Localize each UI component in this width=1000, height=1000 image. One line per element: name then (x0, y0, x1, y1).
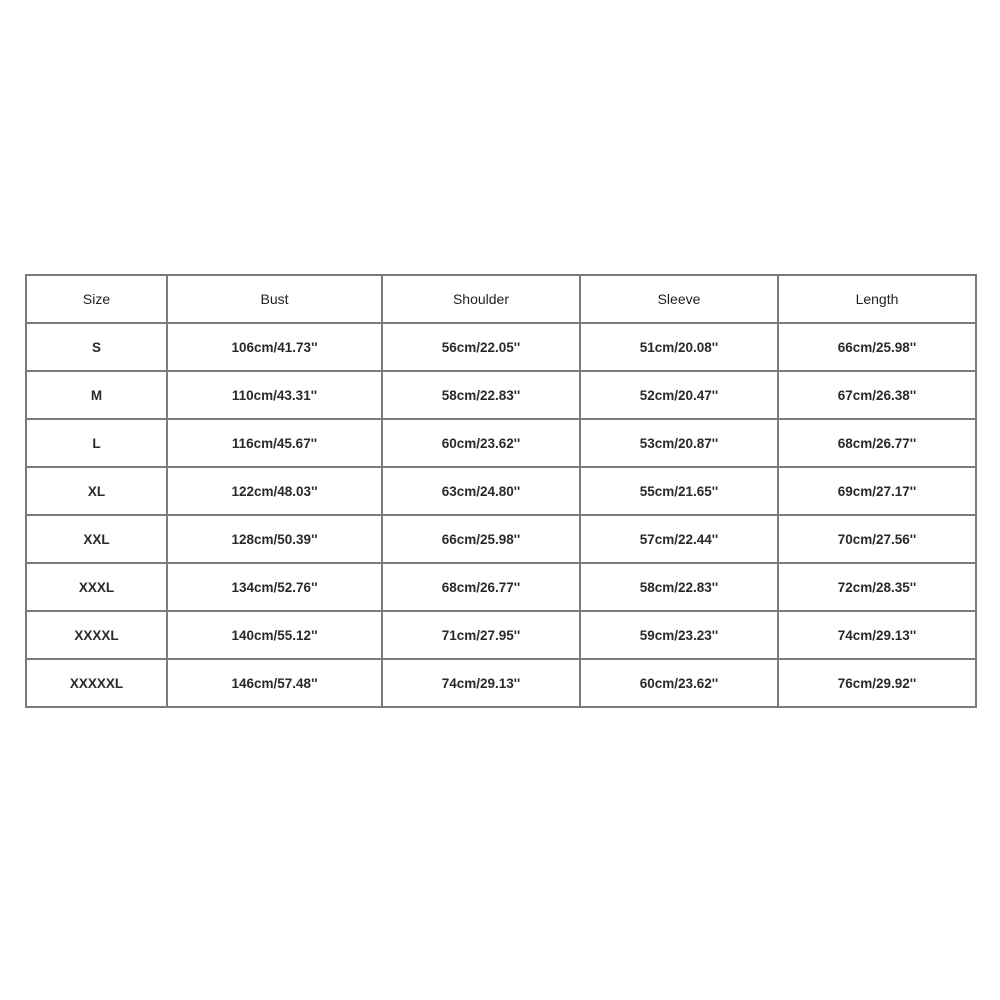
size-chart-table (25, 274, 977, 708)
table-row (26, 467, 976, 515)
bust-cell: 134cm/52.76'' (167, 563, 382, 611)
table-row (26, 515, 976, 563)
table-row (26, 659, 976, 707)
sleeve-cell: 57cm/22.44'' (580, 515, 778, 563)
length-cell: 76cm/29.92'' (778, 659, 976, 707)
bust-cell: 116cm/45.67'' (167, 419, 382, 467)
table-row (26, 371, 976, 419)
length-cell: 69cm/27.17'' (778, 467, 976, 515)
length-cell: 66cm/25.98'' (778, 323, 976, 371)
shoulder-cell: 66cm/25.98'' (382, 515, 580, 563)
size-cell: XXXXXL (26, 659, 167, 707)
bust-cell: 106cm/41.73'' (167, 323, 382, 371)
sleeve-cell: 52cm/20.47'' (580, 371, 778, 419)
table-row (26, 563, 976, 611)
column-header-bust: Bust (167, 275, 382, 323)
column-header-sleeve: Sleeve (580, 275, 778, 323)
length-cell: 68cm/26.77'' (778, 419, 976, 467)
sleeve-cell: 60cm/23.62'' (580, 659, 778, 707)
table-row (26, 419, 976, 467)
size-cell: XXXXL (26, 611, 167, 659)
shoulder-cell: 58cm/22.83'' (382, 371, 580, 419)
length-cell: 74cm/29.13'' (778, 611, 976, 659)
bust-cell: 128cm/50.39'' (167, 515, 382, 563)
header-row (26, 275, 976, 323)
bust-cell: 140cm/55.12'' (167, 611, 382, 659)
shoulder-cell: 74cm/29.13'' (382, 659, 580, 707)
size-cell: XXL (26, 515, 167, 563)
shoulder-cell: 56cm/22.05'' (382, 323, 580, 371)
size-cell: L (26, 419, 167, 467)
column-header-shoulder: Shoulder (382, 275, 580, 323)
shoulder-cell: 63cm/24.80'' (382, 467, 580, 515)
length-cell: 72cm/28.35'' (778, 563, 976, 611)
bust-cell: 146cm/57.48'' (167, 659, 382, 707)
bust-cell: 122cm/48.03'' (167, 467, 382, 515)
sleeve-cell: 58cm/22.83'' (580, 563, 778, 611)
length-cell: 67cm/26.38'' (778, 371, 976, 419)
column-header-size: Size (26, 275, 167, 323)
sleeve-cell: 51cm/20.08'' (580, 323, 778, 371)
sleeve-cell: 59cm/23.23'' (580, 611, 778, 659)
shoulder-cell: 68cm/26.77'' (382, 563, 580, 611)
size-cell: XL (26, 467, 167, 515)
sleeve-cell: 53cm/20.87'' (580, 419, 778, 467)
size-cell: S (26, 323, 167, 371)
table-row (26, 611, 976, 659)
column-header-length: Length (778, 275, 976, 323)
size-cell: M (26, 371, 167, 419)
size-cell: XXXL (26, 563, 167, 611)
shoulder-cell: 60cm/23.62'' (382, 419, 580, 467)
length-cell: 70cm/27.56'' (778, 515, 976, 563)
table-row (26, 323, 976, 371)
sleeve-cell: 55cm/21.65'' (580, 467, 778, 515)
shoulder-cell: 71cm/27.95'' (382, 611, 580, 659)
bust-cell: 110cm/43.31'' (167, 371, 382, 419)
